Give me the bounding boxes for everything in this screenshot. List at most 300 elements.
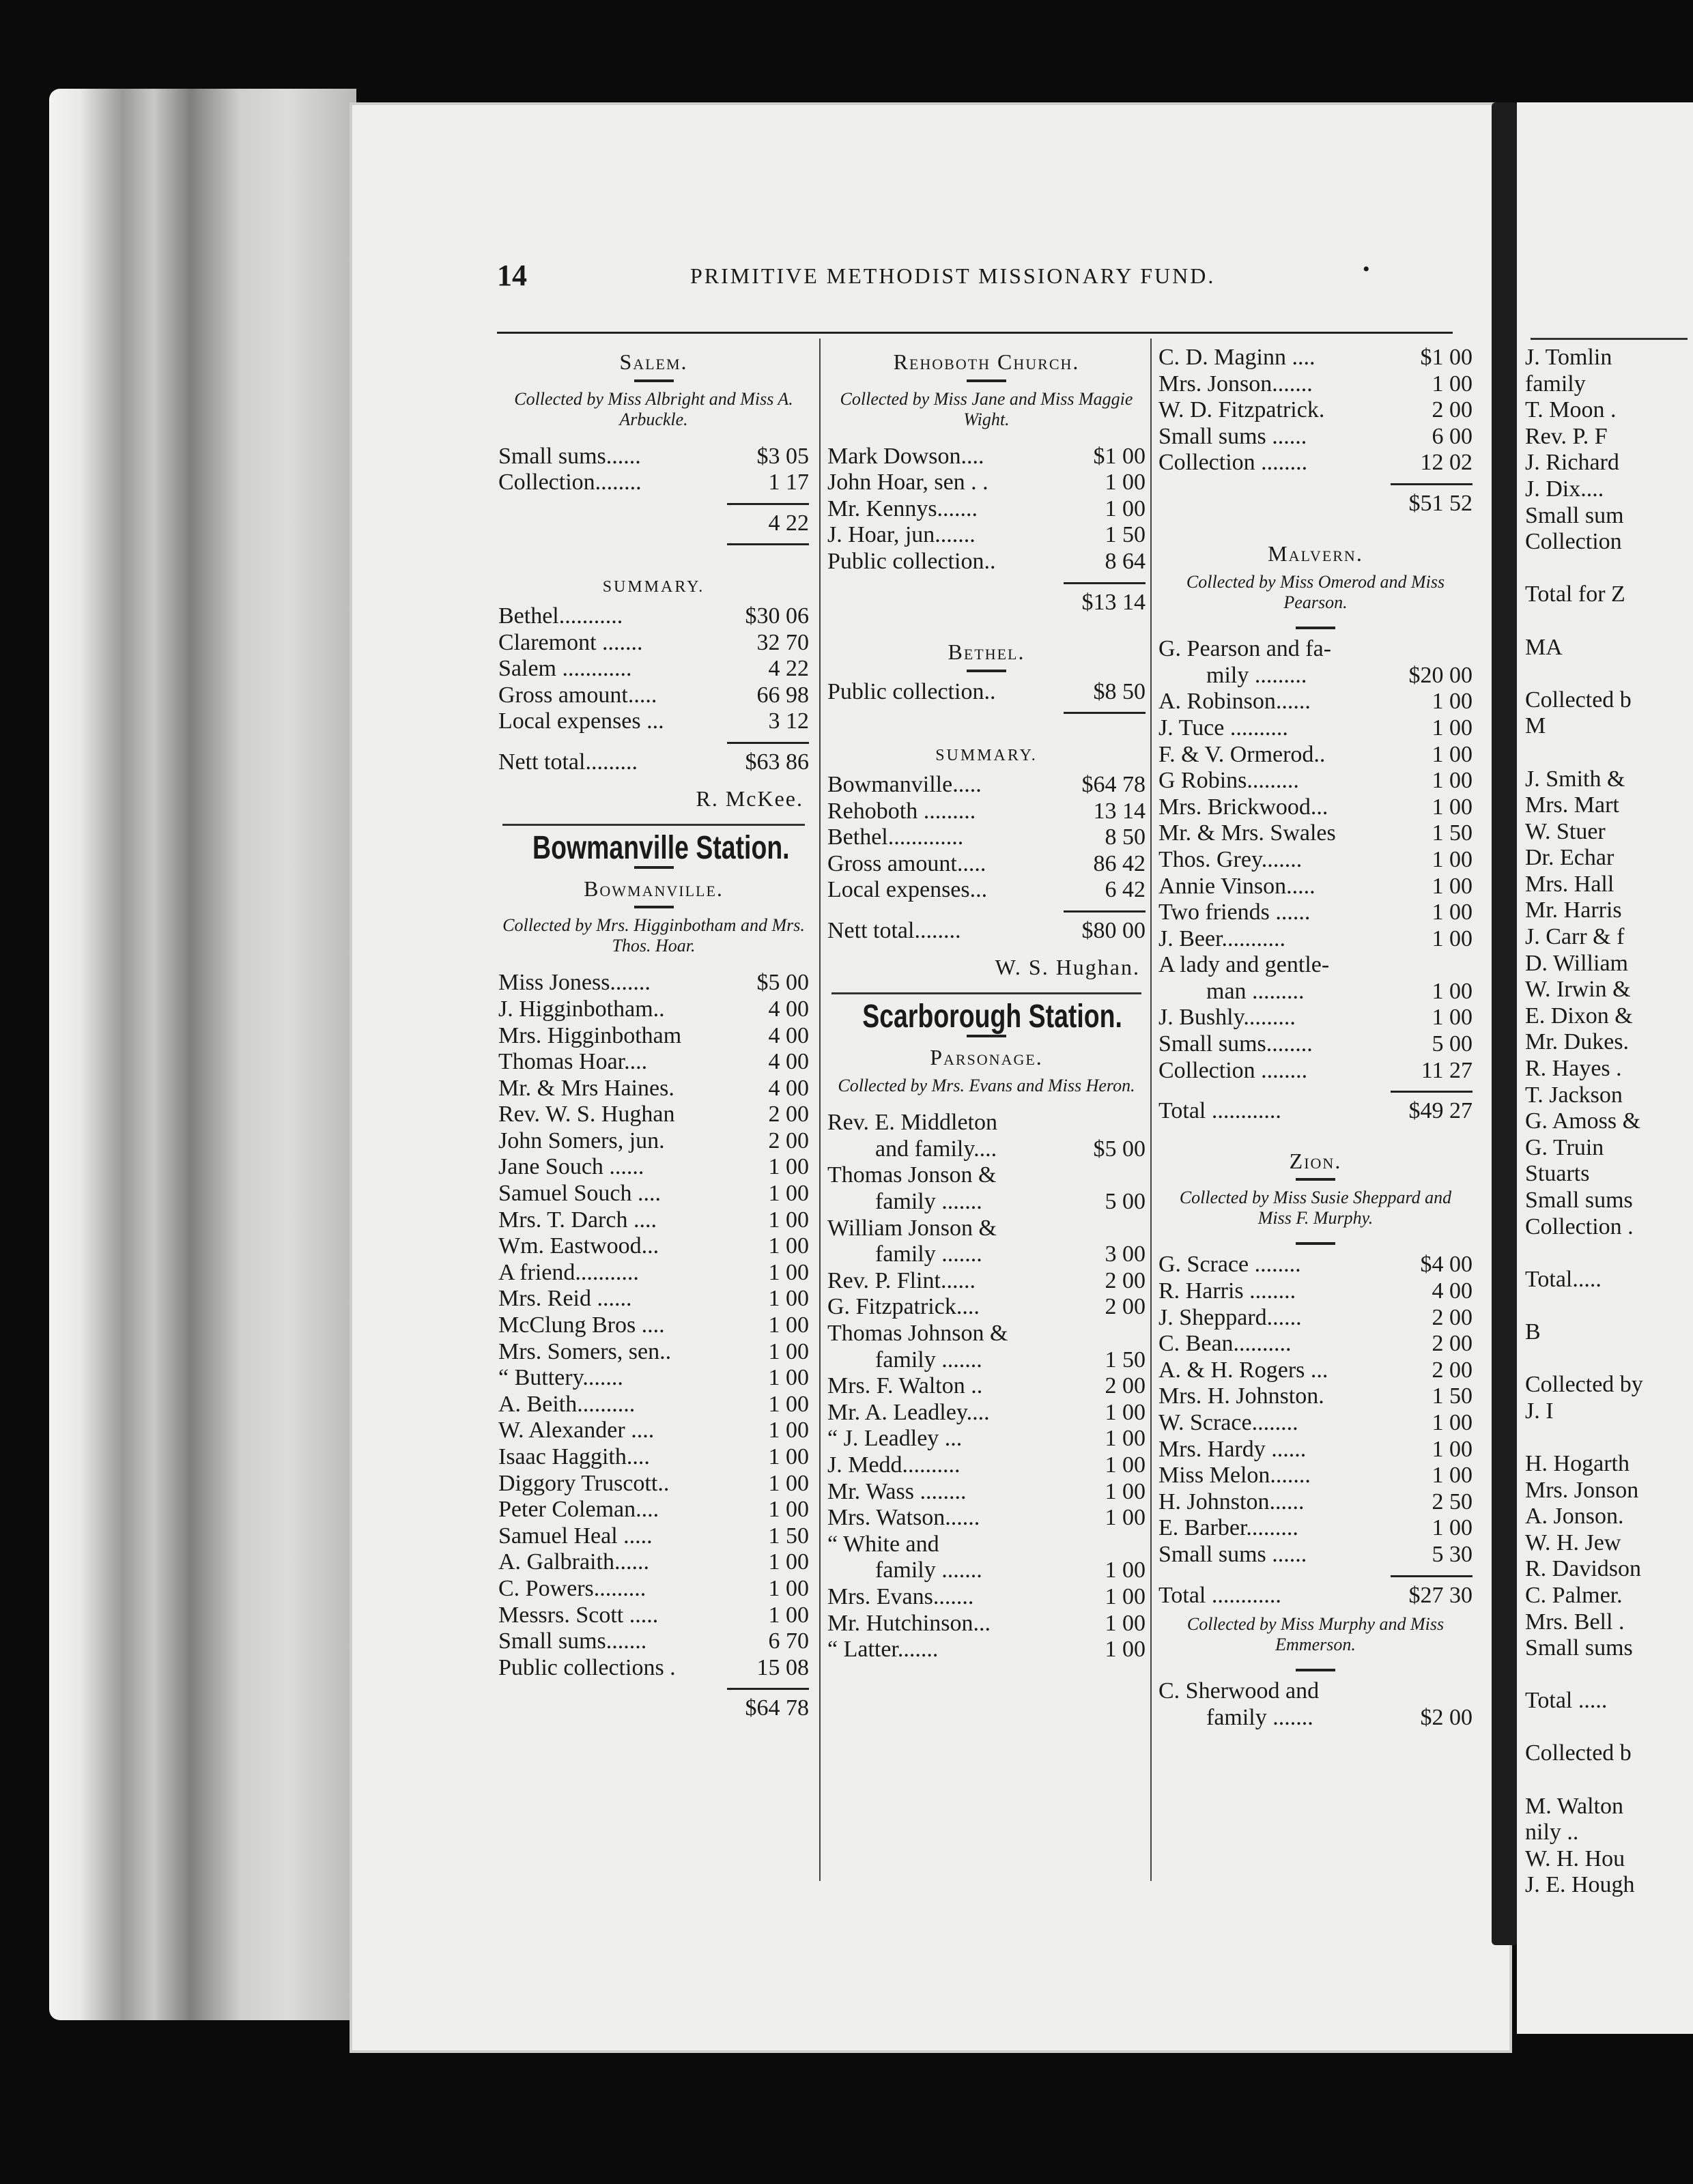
cropped-line: G. Truin (1525, 1134, 1604, 1160)
ledger-row (1158, 1331, 1473, 1357)
cropped-line: W. H. Hou (1525, 1845, 1625, 1871)
contributor-name: family ....... (875, 1557, 982, 1583)
contributor-name: Gross amount..... (827, 850, 986, 876)
amount: 1 00 (1105, 1557, 1146, 1583)
contributor-name: Small sums....... (498, 1628, 647, 1654)
cropped-line: T. Jackson (1525, 1082, 1623, 1108)
ledger-row (498, 1128, 809, 1155)
ledger-row (498, 682, 809, 709)
title-dash (634, 379, 674, 382)
cropped-line: Small sums (1525, 1188, 1633, 1213)
contributor-name: Thomas Hoar.... (498, 1049, 648, 1075)
cropped-line: Collection . (1525, 1213, 1634, 1239)
ledger-row (498, 1233, 809, 1260)
section-title: Zion. (1289, 1148, 1342, 1173)
contributor-name: C. Sherwood and (1158, 1678, 1320, 1704)
amount: 15 08 (756, 1654, 809, 1680)
contributor-name: Rev. E. Middleton (827, 1110, 997, 1136)
contributor-name: Small sums...... (498, 443, 641, 469)
collected-by: Collected by Miss Omerod and Miss Pearson. (1186, 572, 1445, 613)
cropped-line: Collected by (1525, 1372, 1643, 1398)
contributor-name: Mark Dowson.... (827, 443, 984, 469)
signature: R. McKee. (696, 786, 803, 811)
contributor-name: A friend........... (498, 1259, 639, 1285)
ledger-row (1158, 1058, 1473, 1084)
ledger-row (1158, 768, 1473, 794)
total-rule (1391, 1091, 1473, 1093)
cropped-line (1525, 1767, 1693, 1794)
ledger-row (827, 1452, 1146, 1479)
contributor-name: J. Sheppard...... (1158, 1304, 1302, 1330)
amount: 1 00 (768, 1602, 809, 1628)
contributor-name: A lady and gentle- (1158, 952, 1330, 978)
ledger-row (1158, 1705, 1473, 1732)
ledger-row (498, 656, 809, 682)
amount: 1 00 (1105, 1452, 1146, 1478)
cropped-line: Collection (1525, 529, 1622, 555)
ledger-row (827, 1505, 1146, 1532)
amount: 86 42 (1093, 850, 1146, 876)
ledger-row (1158, 952, 1473, 979)
cropped-line: Dr. Echar (1525, 845, 1614, 871)
contributor-name: H. Johnston...... (1158, 1489, 1305, 1514)
ledger-row (498, 444, 809, 470)
ledger-row (827, 824, 1146, 851)
summary-title: SUMMARY. (602, 578, 705, 597)
amount: $2 00 (1420, 1704, 1473, 1730)
cropped-line: nily .. (1525, 1820, 1579, 1845)
signature: W. S. Hughan. (995, 954, 1140, 979)
amount: $5 00 (1093, 1136, 1146, 1162)
header-mark: • (1363, 258, 1370, 281)
amount: 66 98 (756, 682, 809, 708)
contributor-name: Mrs. Reid ...... (498, 1286, 632, 1312)
ledger-row (1158, 689, 1473, 715)
amount: 1 00 (1105, 470, 1146, 495)
cropped-line (1525, 1714, 1693, 1741)
cropped-line: D. William (1525, 950, 1628, 976)
column-1 (498, 345, 809, 1722)
ledger-row (827, 1373, 1146, 1400)
amount: 1 00 (1432, 978, 1473, 1004)
total-rule (727, 742, 809, 744)
amount: 1 00 (1432, 1463, 1473, 1489)
cropped-line: Rev. P. F (1525, 423, 1608, 449)
amount: 1 00 (1105, 1637, 1146, 1663)
ledger-row (827, 1241, 1146, 1268)
page-header (497, 258, 1412, 306)
amount: 1 00 (768, 1391, 809, 1417)
cropped-line: J. I (1525, 1398, 1554, 1424)
contributor-name: Bethel........... (498, 603, 623, 629)
amount: 2 00 (1105, 1373, 1146, 1399)
amount: 1 00 (768, 1207, 809, 1233)
ledger-row (498, 1471, 809, 1497)
ledger-row (1158, 663, 1473, 689)
cropped-line: M (1525, 713, 1546, 739)
ledger-row (827, 1110, 1146, 1136)
amount: 4 00 (768, 996, 809, 1022)
amount: 8 50 (1105, 824, 1146, 850)
contributor-name: C. D. Maginn .... (1158, 345, 1315, 370)
total-rule (727, 503, 809, 505)
ledger-row (827, 470, 1146, 496)
amount: 2 00 (1432, 1304, 1473, 1330)
ledger-row (827, 522, 1146, 549)
ledger-row (827, 1637, 1146, 1663)
total-rule (727, 543, 809, 545)
ledger-row (827, 1136, 1146, 1163)
cropped-line: MA (1525, 634, 1563, 660)
total-rule (1391, 1575, 1473, 1577)
ledger-row (498, 1523, 809, 1550)
ledger-row (827, 1294, 1146, 1321)
cropped-line: W. Stuer (1525, 818, 1606, 844)
amount: 1 17 (768, 470, 809, 495)
contributor-name: W. Scrace........ (1158, 1410, 1298, 1435)
contributor-name: Samuel Souch .... (498, 1181, 661, 1207)
contributor-name: Public collections . (498, 1654, 676, 1680)
contributor-name: A. Galbraith...... (498, 1549, 649, 1575)
ledger-row (498, 470, 809, 496)
ledger-row (1158, 1005, 1473, 1031)
ledger-row (498, 1312, 809, 1339)
amount: 1 00 (1432, 689, 1473, 715)
contributor-name: F. & V. Ormerod.. (1158, 741, 1326, 767)
contributor-name: Thomas Jonson & (827, 1162, 997, 1188)
contributor-name: Collection........ (498, 470, 642, 495)
contributor-name: Salem ............ (498, 656, 632, 682)
station-rule (831, 992, 1141, 994)
contributor-name: Mr. A. Leadley.... (827, 1399, 990, 1425)
ledger-row (498, 970, 809, 996)
ledger-row (827, 772, 1146, 799)
collected-by: Collected by Miss Jane and Miss Maggie Wight. (840, 388, 1133, 429)
ledger-row (498, 1603, 809, 1629)
contributor-name: Miss Melon....... (1158, 1463, 1311, 1489)
contributor-name: Wm. Eastwood... (498, 1233, 659, 1259)
amount: 13 14 (1093, 798, 1146, 824)
cropped-line: Total ..... (1525, 1688, 1608, 1714)
contributor-name: Mr. & Mrs. Swales (1158, 820, 1336, 846)
contributor-name: W. Alexander .... (498, 1418, 655, 1443)
contributor-name: A. Robinson...... (1158, 689, 1311, 715)
contributor-name: A. Beith.......... (498, 1391, 636, 1417)
contributor-name: family ....... (875, 1241, 982, 1267)
contributor-name: Claremont ....... (498, 629, 643, 655)
contributor-name: “ Buttery....... (498, 1365, 623, 1391)
contributor-name: J. Hoar, jun....... (827, 522, 976, 548)
ledger-row (827, 1189, 1146, 1216)
ledger-row (1158, 1463, 1473, 1489)
contributor-name: John Hoar, sen . . (827, 470, 988, 495)
nett-total-row: Nett total........ $80 00 (827, 917, 1146, 943)
amount: 2 00 (768, 1127, 809, 1153)
amount: 3 00 (1105, 1241, 1146, 1267)
ledger-row (498, 630, 809, 657)
amount: 1 00 (1432, 1005, 1473, 1031)
ledger-row (1158, 820, 1473, 847)
book-gutter (1492, 102, 1518, 1945)
cropped-line: B (1525, 1319, 1541, 1345)
amount: 2 00 (1105, 1267, 1146, 1293)
ledger-row (1158, 371, 1473, 398)
contributor-name: Messrs. Scott ..... (498, 1602, 659, 1628)
cropped-line: W. H. Jew (1525, 1529, 1621, 1555)
title-dash (1296, 1669, 1335, 1671)
contributor-name: Samuel Heal ..... (498, 1523, 653, 1549)
header-rule (497, 332, 1453, 334)
amount: 4 00 (768, 1075, 809, 1101)
cropped-line: Stuarts (1525, 1161, 1590, 1187)
ledger-row (1158, 424, 1473, 450)
amount: 1 50 (1105, 1347, 1146, 1373)
section-total: $13 14 (1081, 589, 1146, 615)
ledger-row (1158, 1305, 1473, 1332)
contributor-name: Peter Coleman.... (498, 1497, 659, 1523)
ledger-row (498, 708, 809, 735)
ledger-row (827, 1584, 1146, 1611)
amount: 8 64 (1105, 548, 1146, 574)
contributor-name: Public collection.. (827, 678, 996, 704)
contributor-name: Thomas Johnson & (827, 1321, 1008, 1347)
contributor-name: Small sums ...... (1158, 1541, 1307, 1567)
page-number: 14 (497, 259, 527, 292)
title-dash (1296, 1178, 1335, 1181)
amount: $64 78 (1081, 771, 1146, 797)
cropped-line (1525, 556, 1693, 582)
contributor-name: Annie Vinson..... (1158, 873, 1315, 899)
ledger-row (1158, 1383, 1473, 1410)
contributor-name: J. Bushly......... (1158, 1005, 1296, 1031)
ledger-row (827, 1479, 1146, 1506)
cropped-line: T. Moon . (1525, 397, 1617, 423)
amount: 1 00 (1432, 741, 1473, 767)
contributor-name: Local expenses... (827, 877, 988, 903)
contributor-name: Mrs. Somers, sen.. (498, 1338, 672, 1364)
amount: 1 00 (1432, 768, 1473, 794)
contributor-name: Public collection.. (827, 548, 996, 574)
amount: 5 30 (1432, 1541, 1473, 1567)
contributor-name: G. Scrace ........ (1158, 1252, 1301, 1278)
contributor-name: William Jonson & (827, 1215, 997, 1241)
ledger-row (827, 1426, 1146, 1452)
ledger-row (827, 1268, 1146, 1295)
cropped-line: J. Carr & f (1525, 924, 1625, 950)
ledger-row (827, 799, 1146, 825)
cropped-line: J. Dix.... (1525, 476, 1604, 502)
amount: 1 00 (1105, 1426, 1146, 1452)
cropped-line: Mrs. Jonson (1525, 1477, 1639, 1503)
amount: 6 42 (1105, 877, 1146, 903)
amount: 2 00 (1432, 397, 1473, 423)
amount: 11 27 (1421, 1057, 1473, 1083)
ledger-row (498, 1576, 809, 1603)
contributor-name: C. Bean.......... (1158, 1331, 1292, 1357)
title-dash (634, 866, 674, 869)
amount: 1 00 (1432, 794, 1473, 820)
amount: 1 00 (1432, 1436, 1473, 1462)
ledger-row (827, 444, 1146, 470)
ledger-row (1158, 345, 1473, 371)
section-title: Bethel. (948, 640, 1025, 665)
ledger-row (498, 1628, 809, 1655)
contributor-name: G. Pearson and fa- (1158, 636, 1332, 662)
amount: 1 00 (1105, 1399, 1146, 1425)
amount: 32 70 (756, 629, 809, 655)
contributor-name: Rev. W. S. Hughan (498, 1102, 675, 1127)
contributor-name: John Somers, jun. (498, 1127, 665, 1153)
contributor-name: G. Fitzpatrick.... (827, 1294, 980, 1320)
cropped-line: Total..... (1525, 1266, 1602, 1292)
ledger-row (827, 679, 1146, 706)
contributor-name: J. Higginbotham.. (498, 996, 665, 1022)
amount: $3 05 (756, 443, 809, 469)
contributor-name: “ Latter....... (827, 1637, 939, 1663)
ledger-row (827, 1557, 1146, 1584)
ledger-row (827, 496, 1146, 523)
cropped-line (1525, 1662, 1693, 1689)
amount: 1 00 (1105, 1610, 1146, 1636)
contributor-name: Mrs. Evans....... (827, 1583, 974, 1609)
ledger-row (1158, 794, 1473, 821)
ledger-row (498, 996, 809, 1023)
contributor-name: Mrs. Hardy ...... (1158, 1436, 1307, 1462)
title-dash (1296, 627, 1335, 629)
contributor-name: G Robins......... (1158, 768, 1299, 794)
section-title: Bowmanville. (584, 876, 724, 901)
amount: 4 00 (768, 1049, 809, 1075)
ledger-row (827, 1400, 1146, 1426)
cropped-line (1525, 661, 1693, 687)
ledger-row (1158, 397, 1473, 424)
total-rule (727, 1688, 809, 1690)
ledger-row (498, 1181, 809, 1207)
contributor-name: J. Tuce .......... (1158, 715, 1288, 741)
ledger-row (1158, 450, 1473, 476)
amount: 2 00 (768, 1102, 809, 1127)
cropped-line: Mrs. Mart (1525, 792, 1619, 818)
section-title: Rehoboth Church. (893, 349, 1080, 374)
amount: 1 00 (768, 1575, 809, 1601)
amount: 12 02 (1420, 450, 1473, 476)
station-heading: Scarborough Station. (862, 998, 1122, 1035)
cropped-line: Mrs. Hall (1525, 871, 1614, 897)
section-title: Malvern. (1268, 541, 1363, 566)
contributor-name: family ....... (1206, 1704, 1313, 1730)
contributor-name: Mrs. Watson...... (827, 1505, 980, 1531)
ledger-row (498, 1023, 809, 1050)
contributor-name: J. Medd.......... (827, 1452, 961, 1478)
ledger-row (1158, 926, 1473, 953)
amount: 1 00 (768, 1444, 809, 1469)
title-dash (967, 1035, 1006, 1037)
amount: 1 00 (1432, 846, 1473, 872)
amount: 1 00 (1432, 371, 1473, 397)
amount: 5 00 (1105, 1189, 1146, 1215)
contributor-name: Jane Souch ...... (498, 1154, 644, 1180)
contributor-name: A. & H. Rogers ... (1158, 1357, 1328, 1383)
amount: 6 00 (1432, 423, 1473, 449)
contributor-name: Bowmanville..... (827, 771, 982, 797)
amount: 1 00 (1432, 873, 1473, 899)
contributor-name: Diggory Truscott.. (498, 1470, 670, 1496)
amount: 1 00 (1105, 1505, 1146, 1531)
ledger-row (498, 1286, 809, 1312)
station-rule (502, 824, 805, 826)
cropped-line: Mrs. Bell . (1525, 1609, 1625, 1635)
amount: $20 00 (1408, 662, 1473, 688)
amount: 1 00 (768, 1549, 809, 1575)
cropped-line (1525, 1346, 1693, 1373)
cropped-line: J. Richard (1525, 450, 1619, 476)
contributor-name: Mr. & Mrs Haines. (498, 1075, 674, 1101)
amount: 1 50 (768, 1523, 809, 1549)
ledger-row (1158, 847, 1473, 874)
cropped-line: M. Walton (1525, 1793, 1623, 1819)
ledger-row (1158, 1515, 1473, 1542)
contributor-name: mily ......... (1206, 662, 1307, 688)
cropped-line: G. Amoss & (1525, 1108, 1641, 1134)
summary-title: SUMMARY. (935, 747, 1038, 765)
contributor-name: Collection ........ (1158, 450, 1308, 476)
contributor-name: “ White and (827, 1531, 939, 1557)
ledger-row (498, 1655, 809, 1682)
column-divider (1150, 339, 1152, 1881)
ledger-row (1158, 1357, 1473, 1384)
cropped-line: J. Smith & (1525, 766, 1625, 792)
ledger-row (498, 1418, 809, 1444)
ledger-row (827, 1347, 1146, 1374)
cropped-line: Collected b (1525, 1740, 1632, 1766)
contributor-name: Mrs. H. Johnston. (1158, 1383, 1324, 1409)
contributor-name: J. Beer........... (1158, 925, 1286, 951)
cropped-line (1525, 1240, 1693, 1267)
ledger-row (1158, 1437, 1473, 1463)
amount: $5 00 (756, 970, 809, 996)
amount: 1 00 (768, 1286, 809, 1312)
ledger-row (1158, 715, 1473, 742)
contributor-name: R. Harris ........ (1158, 1278, 1296, 1304)
nett-total-row: Nett total......... $63 86 (498, 749, 809, 775)
ledger-row (1158, 900, 1473, 926)
cropped-line: J. E. Hough (1525, 1872, 1635, 1898)
amount: 1 00 (768, 1497, 809, 1523)
cropped-line: J. Tomlin (1525, 345, 1612, 370)
ledger-row (498, 1154, 809, 1181)
total-rule (1391, 483, 1473, 485)
ledger-row (827, 1162, 1146, 1189)
title-dash (967, 379, 1006, 382)
running-title: PRIMITIVE METHODIST MISSIONARY FUND. (690, 263, 1216, 288)
amount: 1 50 (1105, 522, 1146, 548)
ledger-row (498, 1497, 809, 1523)
amount: 1 00 (768, 1312, 809, 1338)
title-dash (1296, 1242, 1335, 1245)
contributor-name: man ......... (1206, 978, 1305, 1004)
ledger-row (1158, 742, 1473, 768)
amount: 1 00 (768, 1233, 809, 1259)
amount: 1 00 (768, 1338, 809, 1364)
facing-page-cropped (1517, 102, 1693, 2034)
ledger-row (827, 877, 1146, 904)
ledger-row (1158, 1542, 1473, 1568)
ledger-row (498, 1339, 809, 1366)
column-2 (827, 345, 1146, 1663)
section-total: $51 52 (1408, 490, 1473, 516)
ledger-row (498, 1260, 809, 1287)
amount: $30 06 (745, 603, 809, 629)
